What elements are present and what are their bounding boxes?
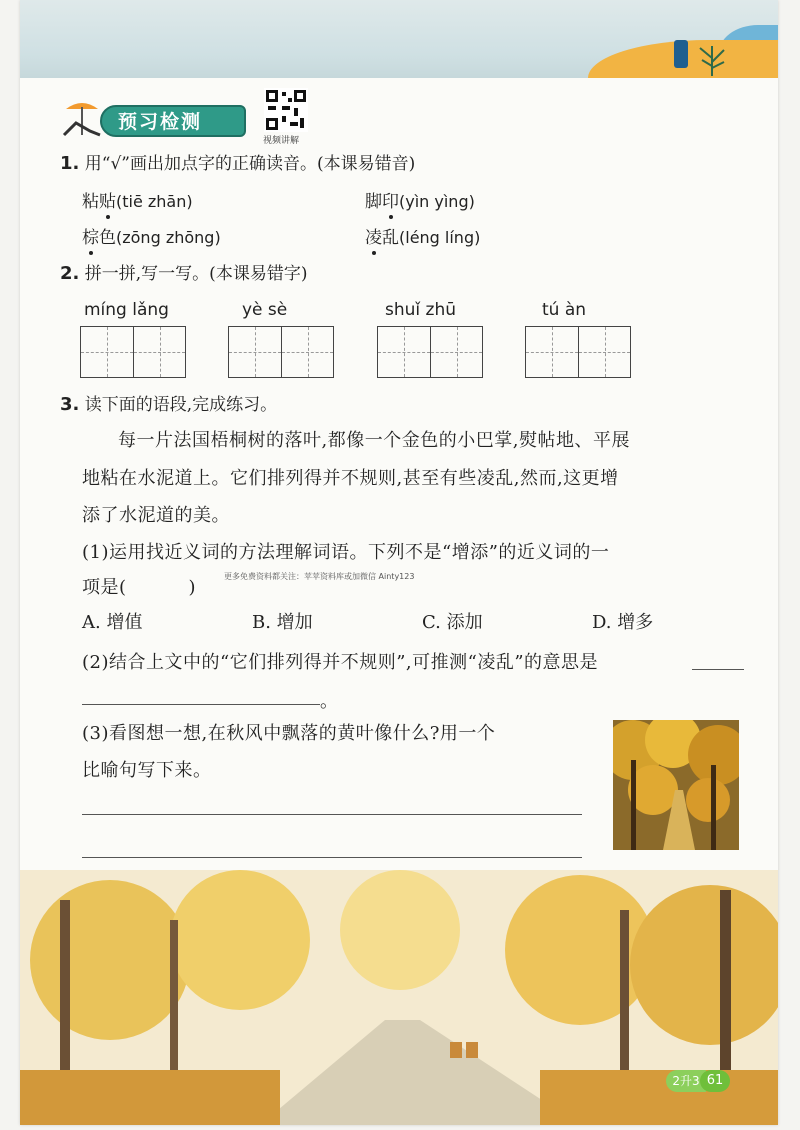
- grade-tag: 2升3: [666, 1070, 706, 1092]
- autumn-road-illustration: [20, 870, 778, 1125]
- q2-text: 拼一拼,写一写。(本课易错字): [84, 264, 308, 284]
- q2-number: 2.: [60, 263, 80, 284]
- q2-prompt: [60, 262, 307, 286]
- q3-number: 3.: [60, 394, 80, 415]
- ad-text: 更多免费资料都关注：苹苹资料库或加微信 Ainty123: [224, 572, 415, 581]
- sub2-answer-line-1[interactable]: [692, 669, 744, 670]
- option-b[interactable]: B. 增加: [252, 612, 313, 633]
- q1-item-3-char: 色: [99, 228, 116, 248]
- qr-code[interactable]: [264, 88, 308, 132]
- page-number: 61: [700, 1070, 730, 1092]
- sub2-line-1: (2)结合上文中的“它们排列得并不规则”,可推测“凌乱”的意思是: [82, 652, 599, 673]
- q1-item-4-dotted-char: 凌: [365, 228, 382, 248]
- workbook-page: [20, 0, 778, 1125]
- q1-prompt: [60, 152, 415, 176]
- top-banner: [20, 0, 778, 78]
- pinyin-2: yè sè: [242, 300, 288, 320]
- q3-prompt: [60, 393, 277, 417]
- q1-text: 用“√”画出加点字的正确读音。(本课易错音): [84, 154, 416, 174]
- sub2-answer-line-2[interactable]: [82, 704, 320, 705]
- sub1-answer-close: ): [188, 577, 197, 598]
- sub3-answer-line-2[interactable]: [82, 857, 582, 858]
- qr-label: 视频讲解: [263, 136, 300, 146]
- q1-item-2-options: (yìn yìng): [399, 192, 475, 211]
- option-a[interactable]: A. 增值: [82, 612, 143, 633]
- pinyin-4: tú àn: [542, 300, 587, 320]
- plant-icon: [694, 36, 730, 76]
- passage-line-2: 地粘在水泥道上。它们排列得并不规则,甚至有些凌乱,然而,这更增: [82, 468, 619, 489]
- sub2-period: 。: [320, 691, 339, 712]
- passage-line-3: 添了水泥道的美。: [82, 505, 230, 526]
- sub3-line-1: (3)看图想一想,在秋风中飘落的黄叶像什么?用一个: [82, 723, 496, 744]
- sub3-line-2: 比喻句写下来。: [82, 760, 212, 781]
- sub1-answer-open: 项是(: [82, 577, 127, 598]
- q1-item-2-char: 脚: [365, 192, 382, 212]
- passage-line-1: 每一片法国梧桐树的落叶,都像一个金色的小巴掌,熨帖地、平展: [118, 430, 630, 451]
- section-header: [60, 105, 246, 139]
- sub3-answer-line-1[interactable]: [82, 814, 582, 815]
- suitcase-icon: [674, 40, 688, 68]
- q1-item-3[interactable]: [82, 226, 221, 250]
- q1-item-1[interactable]: [82, 190, 193, 214]
- q1-item-1-dotted-char: 贴: [99, 192, 116, 212]
- q1-item-1-options: (tiē zhān): [116, 192, 193, 211]
- q1-item-4-char: 乱: [382, 228, 399, 248]
- writing-grid-2[interactable]: [228, 326, 334, 378]
- q1-item-4[interactable]: [365, 226, 480, 250]
- pinyin-3: shuǐ zhū: [385, 300, 457, 320]
- q1-item-4-options: (léng líng): [399, 228, 481, 247]
- writing-grid-3[interactable]: [377, 326, 483, 378]
- q1-number: 1.: [60, 153, 80, 174]
- writing-grid-1[interactable]: [80, 326, 186, 378]
- option-c[interactable]: C. 添加: [422, 612, 483, 633]
- option-d[interactable]: D. 增多: [592, 612, 654, 633]
- q1-item-3-dotted-char: 棕: [82, 228, 99, 248]
- q1-item-2-dotted-char: 印: [382, 192, 399, 212]
- q1-item-1-char: 粘: [82, 192, 99, 212]
- q1-item-3-options: (zōng zhōng): [116, 228, 221, 247]
- writing-grid-4[interactable]: [525, 326, 631, 378]
- q1-item-2[interactable]: [365, 190, 475, 214]
- sub1-line-1: (1)运用找近义词的方法理解词语。下列不是“增添”的近义词的一: [82, 542, 610, 563]
- q3-text: 读下面的语段,完成练习。: [84, 395, 278, 415]
- autumn-trees-photo: [613, 720, 739, 850]
- section-title: 预习检测: [118, 111, 203, 133]
- pinyin-1: míng lǎng: [84, 300, 169, 320]
